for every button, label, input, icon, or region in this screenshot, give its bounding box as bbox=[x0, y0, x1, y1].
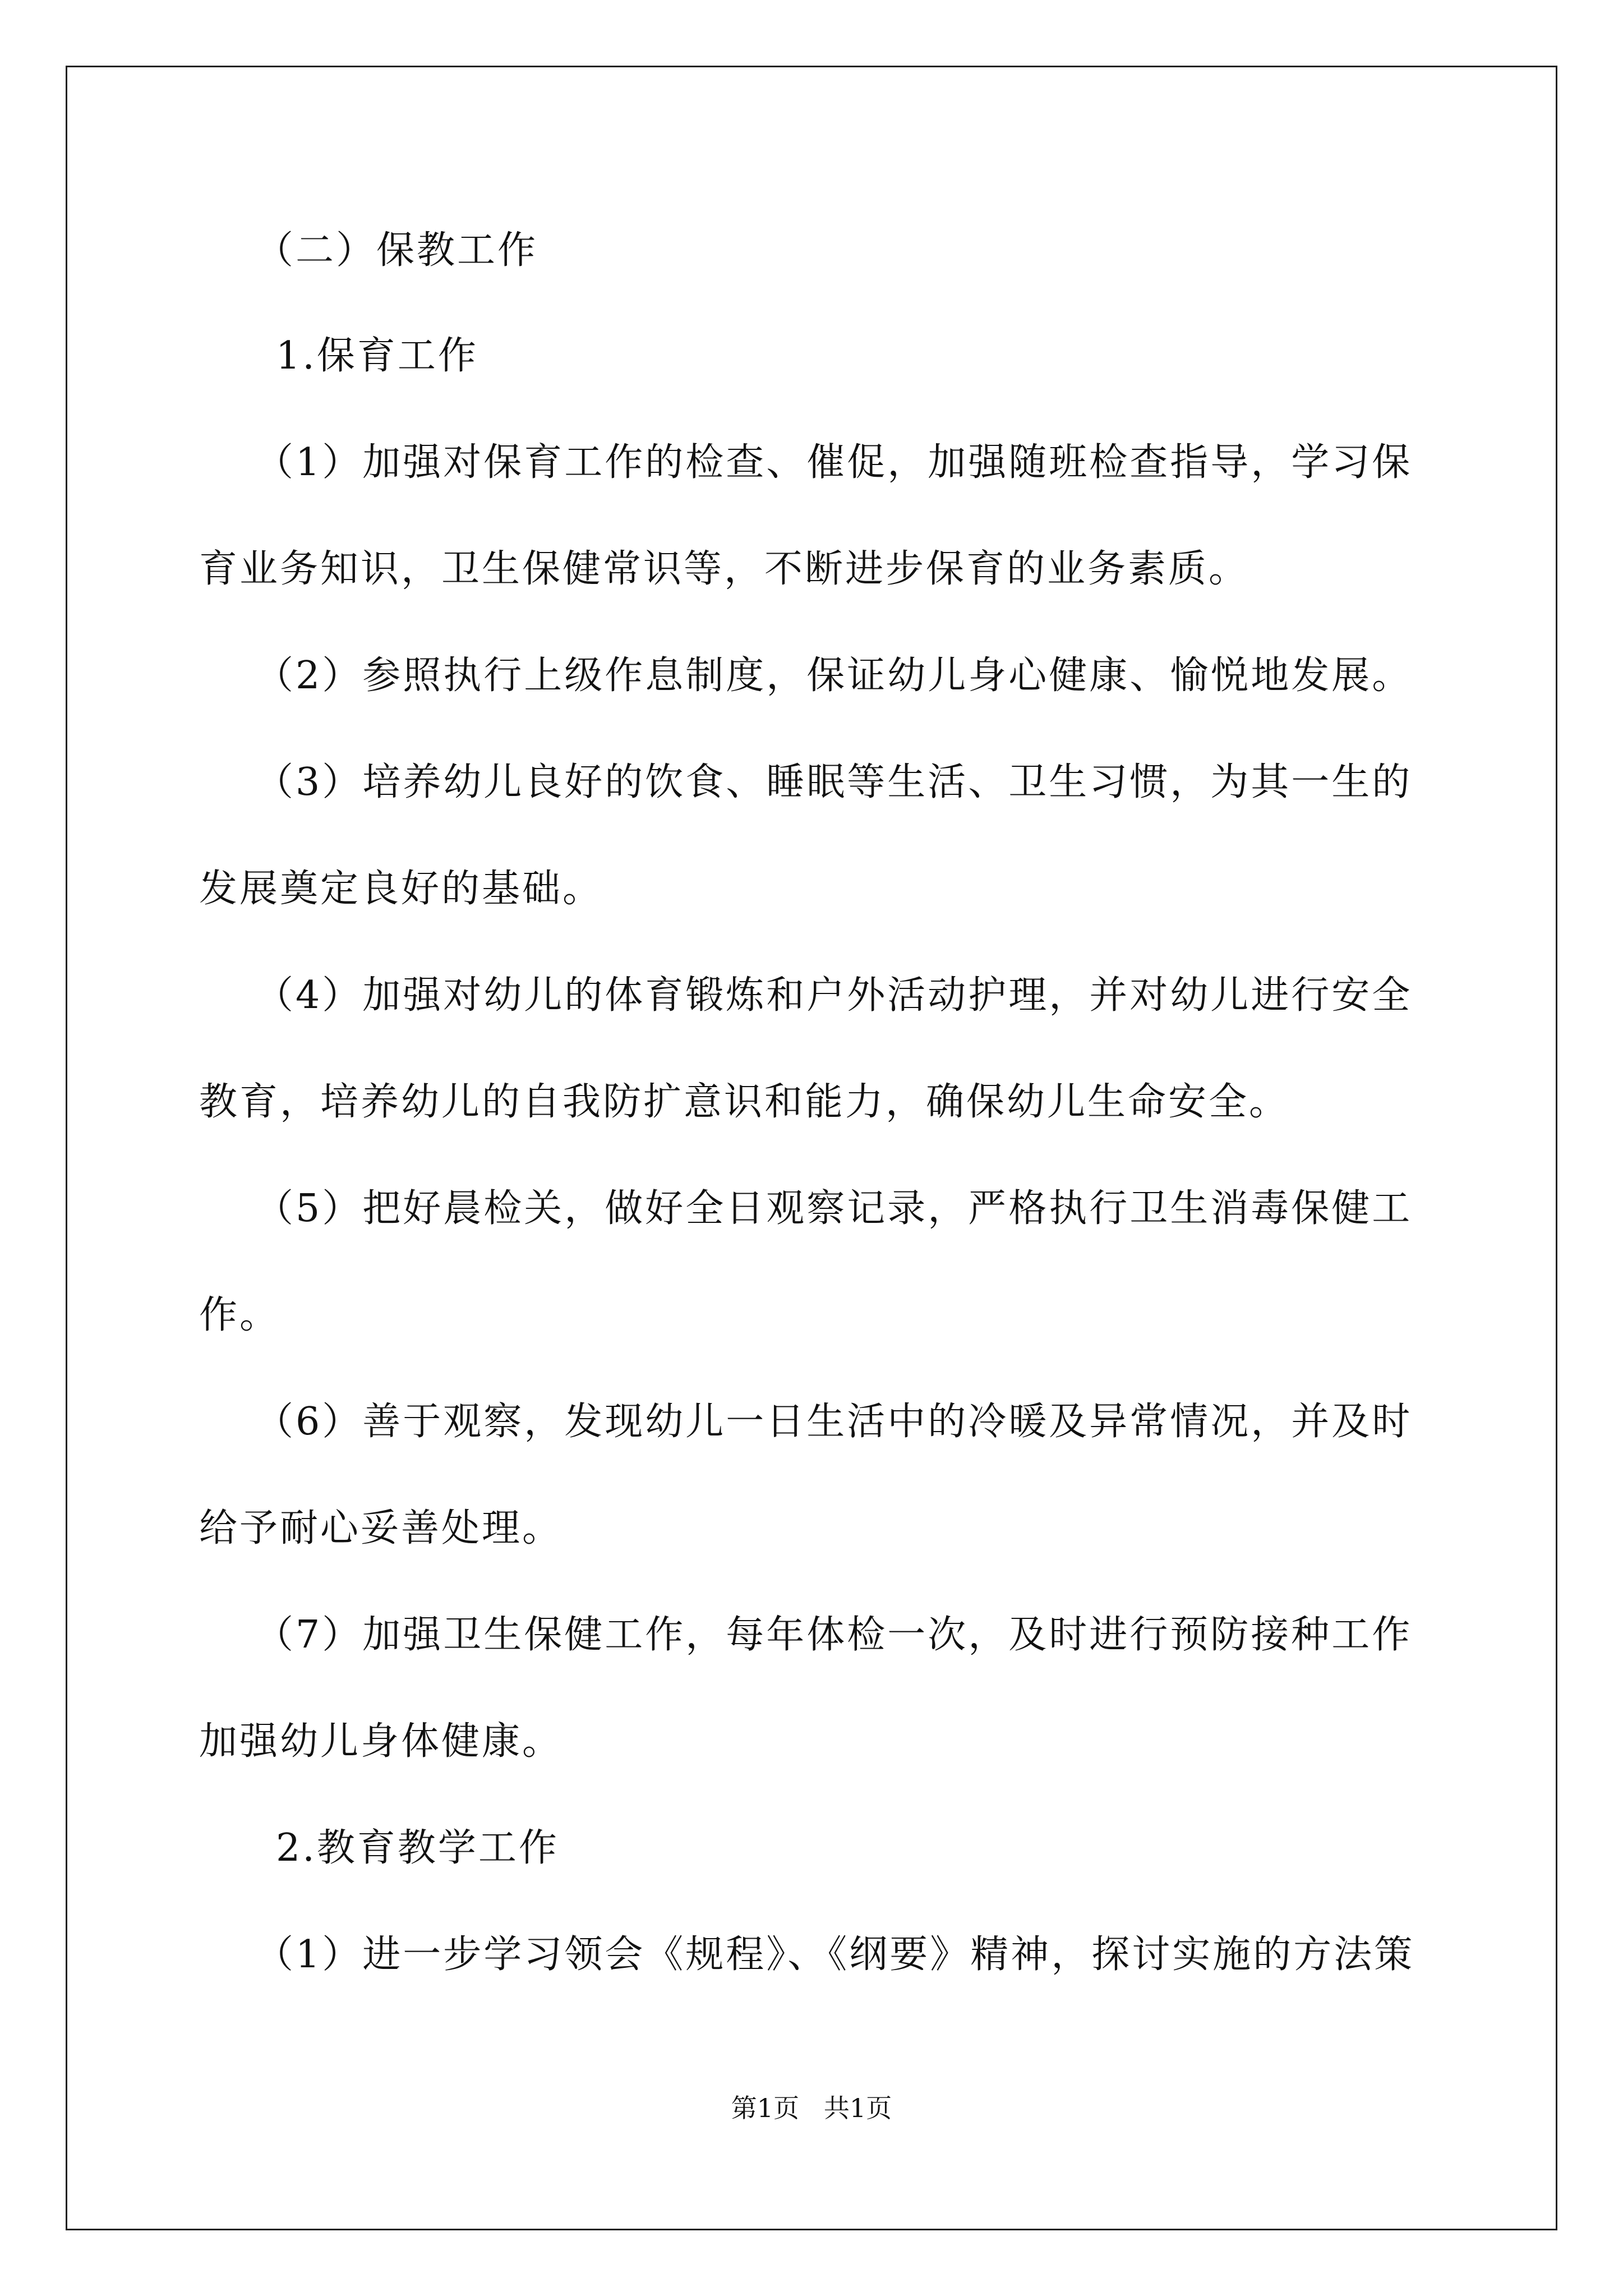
paragraph-line: 加强幼儿身体健康。 bbox=[199, 1719, 563, 1764]
paragraph-line: （5）把好晨检关，做好全日观察记录，严格执行卫生消毒保健工 bbox=[255, 1186, 1413, 1231]
page-footer: 第1页 共1页 bbox=[731, 2093, 892, 2123]
paragraph-line: （3）培养幼儿良好的饮食、睡眠等生活、卫生习惯，为其一生的 bbox=[255, 760, 1413, 804]
page-border bbox=[66, 66, 1557, 2230]
paragraph-line: 作。 bbox=[199, 1293, 280, 1337]
paragraph-line: 给予耐心妥善处理。 bbox=[199, 1506, 563, 1550]
paragraph-line: （1）进一步学习领会《规程》、《纲要》精神，探讨实施的方法策 bbox=[255, 1932, 1415, 1977]
subsection-heading: 1.保育工作 bbox=[276, 334, 478, 378]
paragraph-line: （2）参照执行上级作息制度，保证幼儿身心健康、愉悦地发展。 bbox=[255, 654, 1413, 698]
subsection-heading: 2.教育教学工作 bbox=[276, 1826, 559, 1870]
paragraph-line: 发展奠定良好的基础。 bbox=[199, 867, 603, 911]
paragraph-line: （6）善于观察，发现幼儿一日生活中的冷暖及异常情况，并及时 bbox=[255, 1400, 1413, 1444]
paragraph-line: （1）加强对保育工作的检查、催促，加强随班检查指导，学习保 bbox=[255, 440, 1413, 485]
paragraph-line: （7）加强卫生保健工作，每年体检一次，及时进行预防接种工作 bbox=[255, 1613, 1413, 1657]
section-heading: （二）保教工作 bbox=[255, 228, 538, 273]
paragraph-line: （4）加强对幼儿的体育锻炼和户外活动护理，并对幼儿进行安全 bbox=[255, 973, 1413, 1018]
paragraph-line: 育业务知识，卫生保健常识等，不断进步保育的业务素质。 bbox=[199, 547, 1249, 591]
paragraph-line: 教育，培养幼儿的自我防扩意识和能力，确保幼儿生命安全。 bbox=[199, 1080, 1290, 1124]
